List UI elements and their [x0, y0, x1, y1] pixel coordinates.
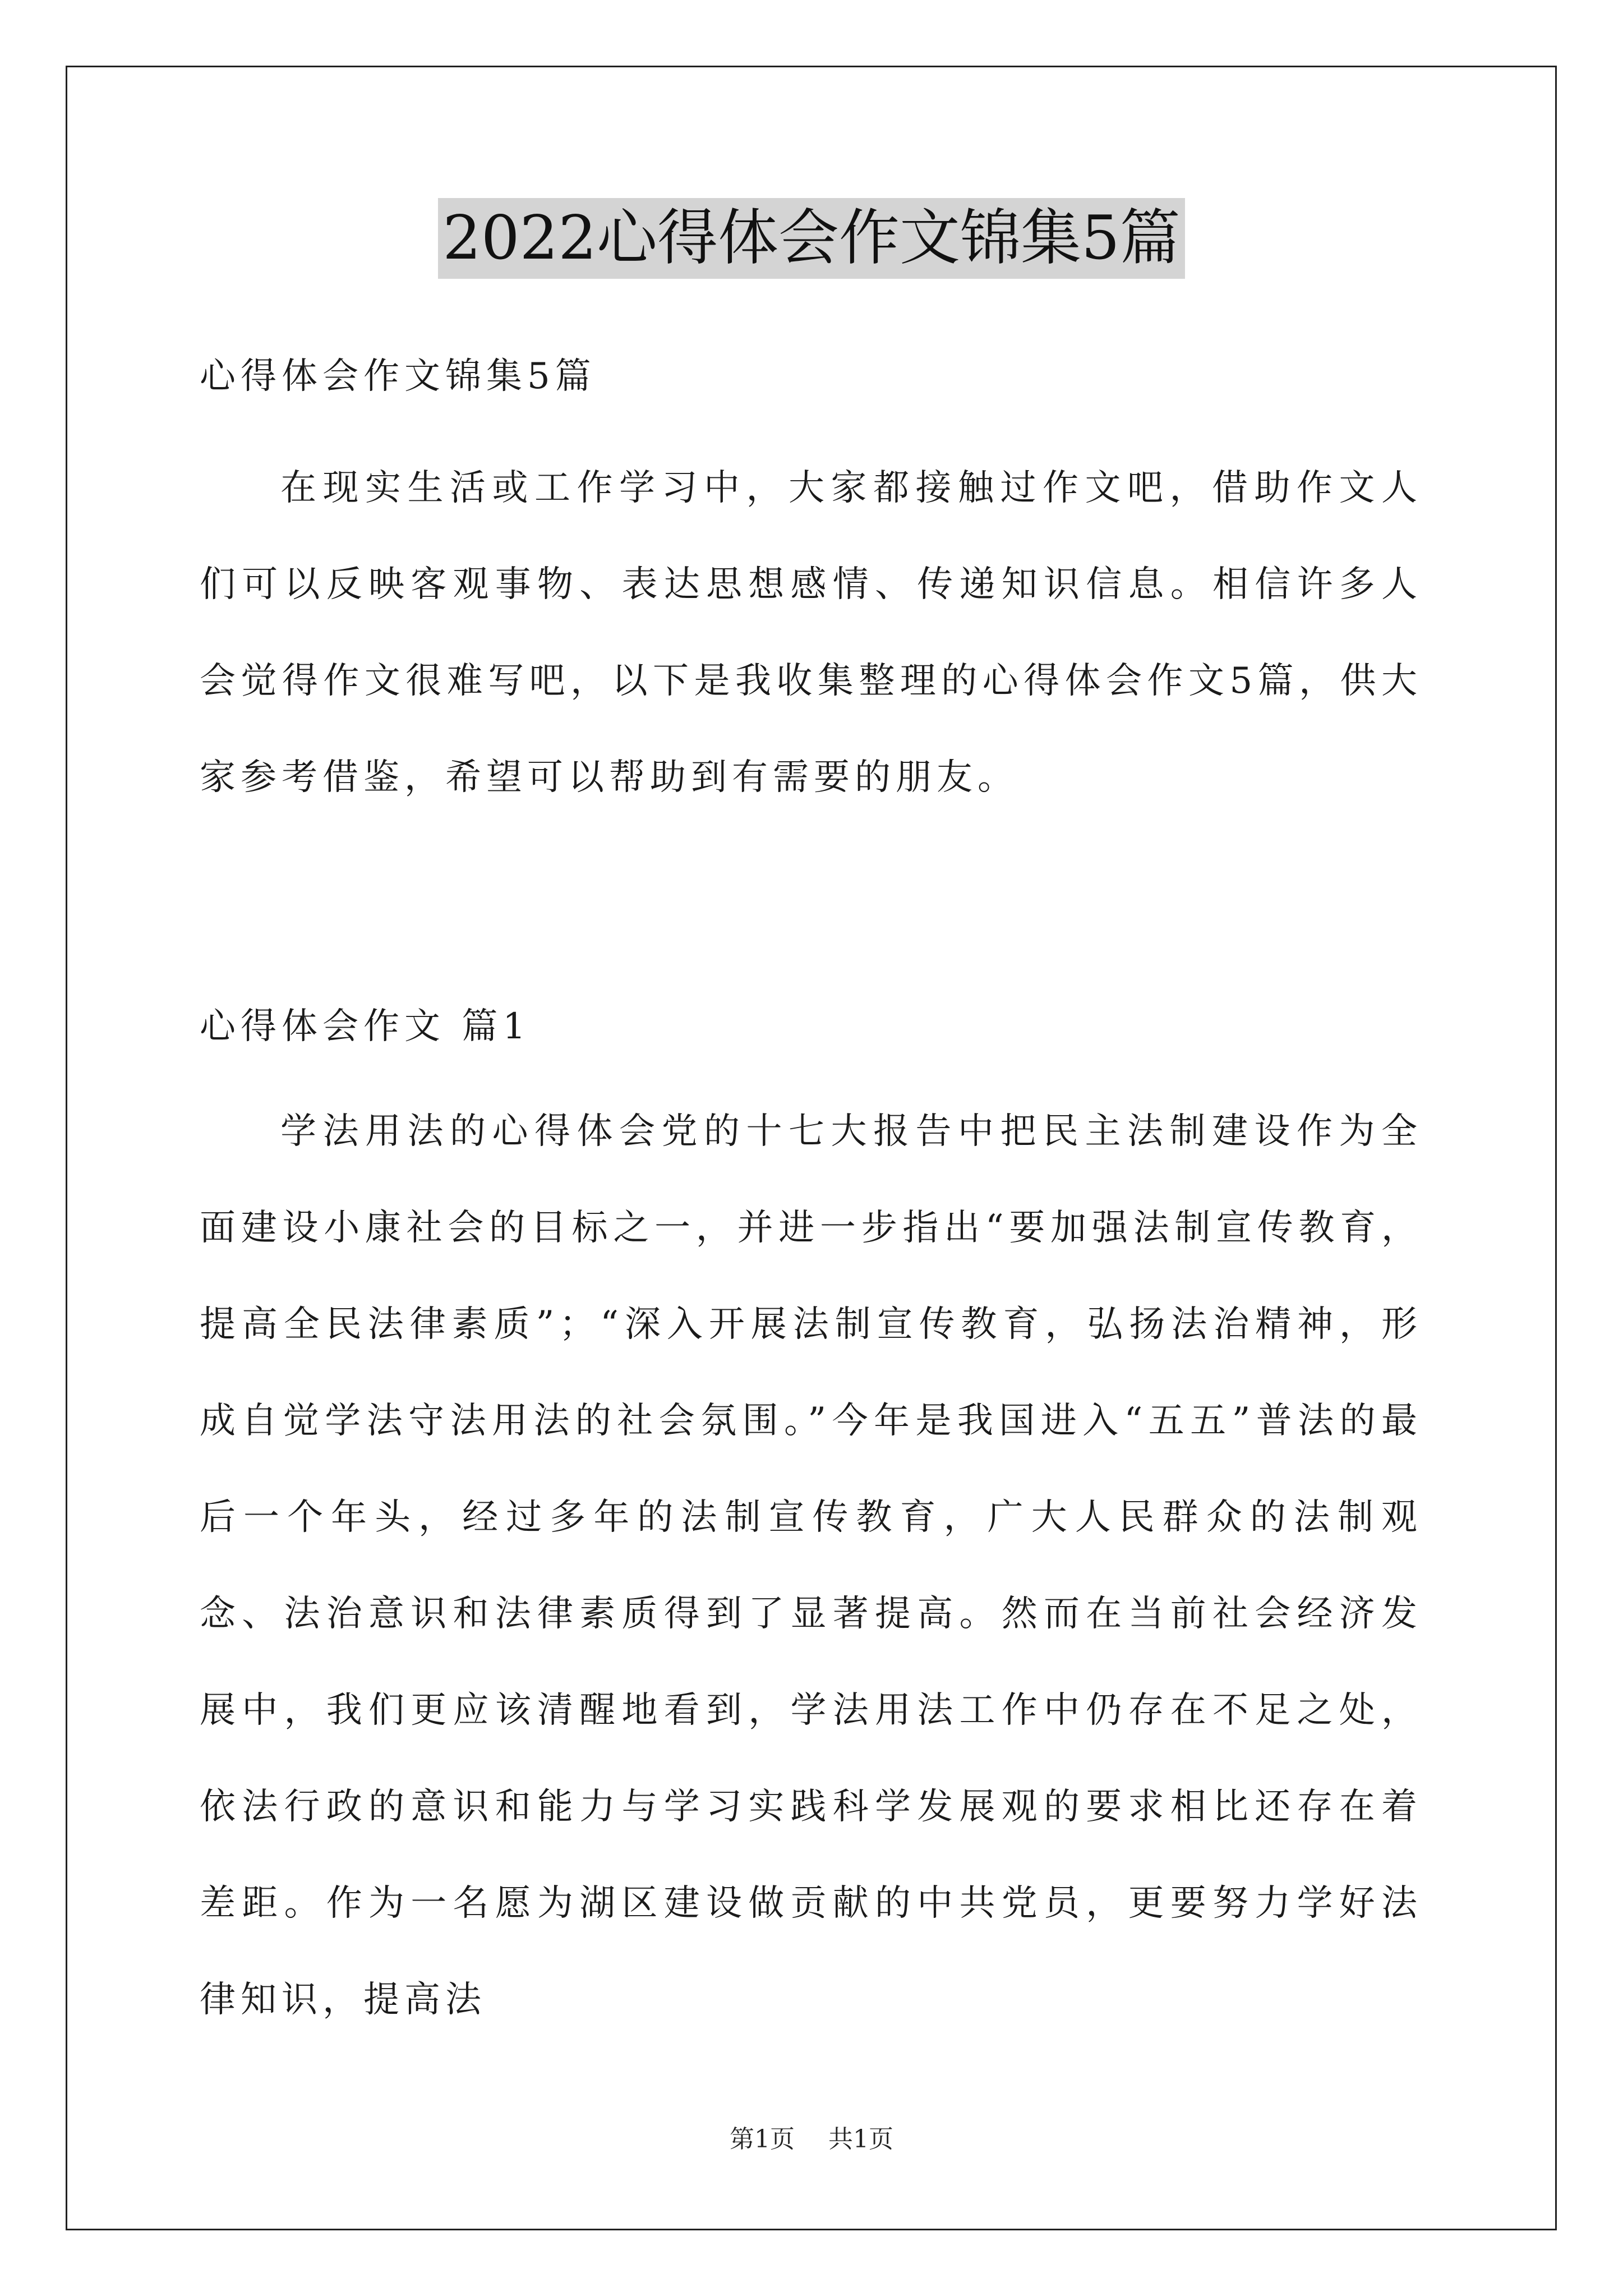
page-number-label: 第1页 — [730, 2125, 795, 2154]
document-title: 2022心得体会作文锦集5篇 — [438, 198, 1185, 279]
total-pages-label: 共1页 — [828, 2125, 893, 2154]
page-footer — [0, 2123, 1623, 2156]
section-paragraph: 学法用法的心得体会党的十七大报告中把民主法制建设作为全面建设小康社会的目标之一，并进一步指出“要加强法制宣传教育，提高全民法律素质”；“深入开展法制宣传教育，弘扬法治精神，形成自觉学法守法用法的社会氛围。”今年是我国进入“五五”普法的最后一个年头，经过多年的法制宣传教育，广大人民群众的法制观念、法治意识和法律素质得到了显著提高。然而在当前社会经济发展中，我们更应该清醒地看到，学法用法工作中仍存在不足之处，依法行政的意识和能力与学习实践科学发展观的要求相比还存在着差距。作为一名愿为湖区建设做贡献的中共党员，更要努力学好法律知识，提高法 — [200, 1111, 1422, 2021]
document-subtitle: 心得体会作文锦集5篇 — [200, 356, 596, 397]
title-container — [0, 198, 1623, 279]
intro-paragraph: 在现实生活或工作学习中，大家都接触过作文吧，借助作文人们可以反映客观事物、表达思想感情、传递知识信息。相信许多人会觉得作文很难写吧，以下是我收集整理的心得体会作文5篇，供大家参考借鉴，希望可以帮助到有需要的朋友。 — [200, 467, 1422, 798]
section-heading: 心得体会作文 篇1 — [200, 1006, 531, 1047]
